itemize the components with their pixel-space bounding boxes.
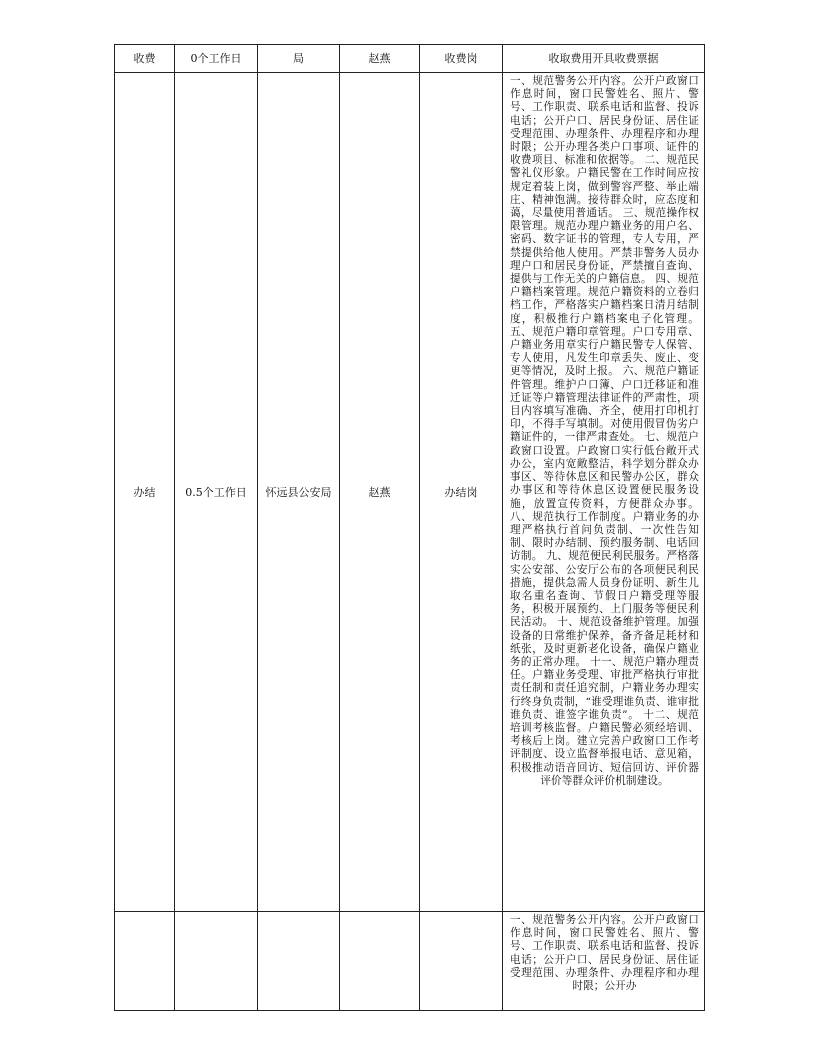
time-limit-cell [175, 912, 258, 1011]
standard-cell: 收取费用开具收费票据 [503, 45, 705, 73]
step-name-cell: 收费 [115, 45, 175, 73]
department-cell [258, 912, 340, 1011]
post-cell: 办结岗 [420, 73, 503, 912]
process-table [114, 44, 705, 1011]
time-limit-cell: 0.5个工作日 [175, 73, 258, 912]
person-cell: 赵燕 [340, 73, 420, 912]
department-cell: 局 [258, 45, 340, 73]
department-cell: 怀远县公安局 [258, 73, 340, 912]
post-cell: 收费岗 [420, 45, 503, 73]
step-name-cell: 办结 [115, 73, 175, 912]
step-name-cell [115, 912, 175, 1011]
standard-cell: 一、规范警务公开内容。公开户政窗口作息时间，窗口民警姓名、照片、警号、工作职责、联系电话和监督、投诉电话；公开户口、居民身份证、居住证受理范围、办理条件、办理程序和办理时限；公开办 [503, 912, 705, 1011]
time-limit-cell: 0个工作日 [175, 45, 258, 73]
post-cell [420, 912, 503, 1011]
table-row [115, 912, 705, 1011]
person-cell [340, 912, 420, 1011]
table-row [115, 45, 705, 73]
table-row [115, 73, 705, 912]
person-cell: 赵燕 [340, 45, 420, 73]
standard-cell: 一、规范警务公开内容。公开户政窗口作息时间，窗口民警姓名、照片、警号、工作职责、联系电话和监督、投诉电话；公开户口、居民身份证、居住证受理范围、办理条件、办理程序和办理时限；公开办理各类户口事项、证件的收费项目、标准和依据等。 二、规范民警礼仪形象。户籍民警在工作时间应按规定着装上岗，做到警容严整、举止端庄、精神饱满。接待群众时，应态度和蔼，尽量使用普通话。 三、规范操作权限管理。规范办理户籍业务的用户名、密码、数字证书的管理，专人专用，严禁提供给他人使用。严禁非警务人员办理户口和居民身份证，严禁擅自查询、提供与工作无关的户籍信息。 四、规范户籍档案管理。规范户籍资料的立卷归档工作，严格落实户籍档案日清月结制度，积极推行户籍档案电子化管理。 五、规范户籍印章管理。户口专用章、户籍业务用章实行户籍民警专人保管、专人使用，凡发生印章丢失、废止、变更等情况，及时上报。 六、规范户籍证件管理。维护户口簿、户口迁移证和准迁证等户籍管理法律证件的严肃性，项目内容填写准确、齐全，使用打印机打印，不得手写填制。对使用假冒伪劣户籍证件的，一律严肃查处。 七、规范户政窗口设置。户政窗口实行低台敞开式办公，室内宽敞整洁，科学划分群众办事区、等待休息区和民警办公区，群众办事区和等待休息区设置便民服务设施，放置宣传资料，方便群众办事。 八、规范执行工作制度。户籍业务的办理严格执行首问负责制、一次性告知制、限时办结制、预约服务制、电话回访制。 九、规范便民利民服务。严格落实公安部、公安厅公布的各项便民利民措施，提供急需人员身份证明、新生儿取名重名查询、节假日户籍受理等服务，积极开展预约、上门服务等便民利民活动。 十、规范设备维护管理。加强设备的日常维护保养，备齐备足耗材和纸张，及时更新老化设备，确保户籍业务的正常办理。 十一、规范户籍办理责任。户籍业务受理、审批严格执行审批责任制和责任追究制，户籍业务办理实行终身负责制，“谁受理谁负责、谁审批谁负责、谁签字谁负责”。 十二、规范培训考核监督。户籍民警必须经培训、考核后上岗。建立完善户政窗口工作考评制度、设立监督举报电话、意见箱，积极推动语音回访、短信回访、评价器评价等群众评价机制建设。 [503, 73, 705, 912]
